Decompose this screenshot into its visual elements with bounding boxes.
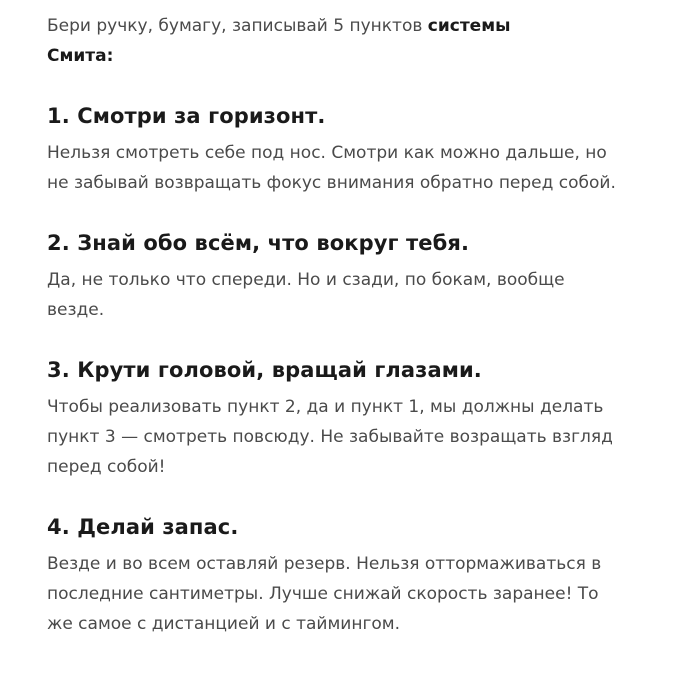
intro-text-bold-line2: Смита:: [47, 46, 114, 66]
rule-heading: 2. Знай обо всём, что вокруг тебя.: [47, 231, 470, 255]
article-content: [47, 0, 619, 639]
intro-text-regular: Бери ручку, бумагу, записывай 5 пунктов: [47, 16, 428, 36]
rule-heading: 1. Смотри за горизонт.: [47, 104, 326, 128]
rule-heading: 4. Делай запас.: [47, 515, 239, 539]
intro-paragraph: [47, 11, 619, 71]
rule-section-1: [47, 102, 619, 198]
rule-paragraph: Нельзя смотреть себе под нос. Смотри как можно дальше, но не забывай возвращать фокус внимания обратно перед собой.: [47, 143, 616, 193]
intro-text-bold-line1: системы: [427, 16, 511, 36]
rule-section-3: [47, 356, 619, 482]
rule-paragraph: Везде и во всем оставляй резерв. Нельзя оттормаживаться в последние сантиметры. Лучше снижай скорость заранее! То же самое с дистанцией и с таймингом.: [47, 554, 602, 634]
rule-section-2: [47, 229, 619, 325]
rule-section-4: [47, 513, 619, 639]
rule-paragraph: Чтобы реализовать пункт 2, да и пункт 1, мы должны делать пункт 3 — смотреть повсюду. Не забывайте возращать взгляд перед собой!: [47, 397, 613, 477]
rule-heading: 3. Крути головой, вращай глазами.: [47, 358, 482, 382]
rule-paragraph: Да, не только что спереди. Но и сзади, по бокам, вообще везде.: [47, 270, 565, 320]
